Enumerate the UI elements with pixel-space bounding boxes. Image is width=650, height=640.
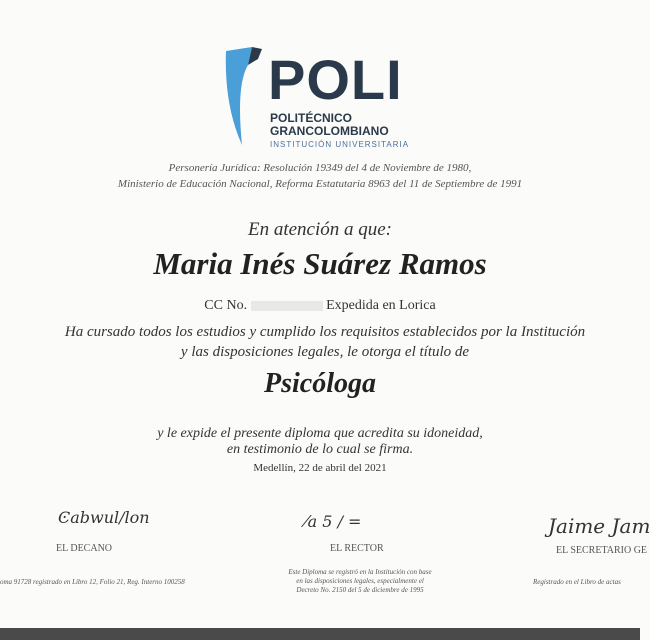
secretary-signature: Jaime Jam <box>548 514 650 538</box>
legal-text: Personería Jurídica: Resolución 19349 del 4 de Noviembre de 1980, Ministerio de Educación Nacional, Reforma Estatutaria 8963 del 11 de Septiembre de 1991 <box>117 162 523 190</box>
closing-text: y le expide el presente diploma que acredita su idoneidad, en testimonio de lo cual se firma. <box>157 426 483 457</box>
id-line: CC No. Expedida en Lorica <box>204 298 436 313</box>
dean-role: EL DECANO <box>56 543 113 554</box>
rector-role: EL RECTOR <box>330 543 384 554</box>
logo-wordmark: POLI <box>268 48 403 111</box>
secretary-note: Registrado en el Libro de actas <box>533 578 621 586</box>
logo-tagline: INSTITUCIÓN UNIVERSITARIA <box>270 140 410 149</box>
photo-bottom-edge <box>0 628 640 640</box>
dean-note: oma 91728 registrado en Libro 12, Folio 21, Reg. Interno 100258 <box>0 578 185 586</box>
rector-signature: ⁄a 5 / = <box>305 512 362 531</box>
rector-note: Este Diploma se registró en la Institución con base en las disposiciones legales, especialmente el Decreto No. 2150 del 5 de diciembre de 1995 <box>288 568 432 594</box>
poli-logo-icon <box>222 45 264 149</box>
degree-title: Psicóloga <box>264 368 376 399</box>
dean-signature: Ͼabwul/lon <box>58 508 150 527</box>
graduate-name: Maria Inés Suárez Ramos <box>153 246 487 281</box>
intro-text: En atención a que: <box>247 219 393 240</box>
body-text: Ha cursado todos los estudios y cumplido los requisitos establecidos por la Institución y las disposiciones legales, le otorga el título de <box>64 324 586 360</box>
logo-subtitle: POLITÉCNICO GRANCOLOMBIANO <box>270 111 389 138</box>
redacted-id <box>251 301 323 311</box>
secretary-role: EL SECRETARIO GE <box>556 545 648 556</box>
date: Medellín, 22 de abril del 2021 <box>253 462 387 474</box>
